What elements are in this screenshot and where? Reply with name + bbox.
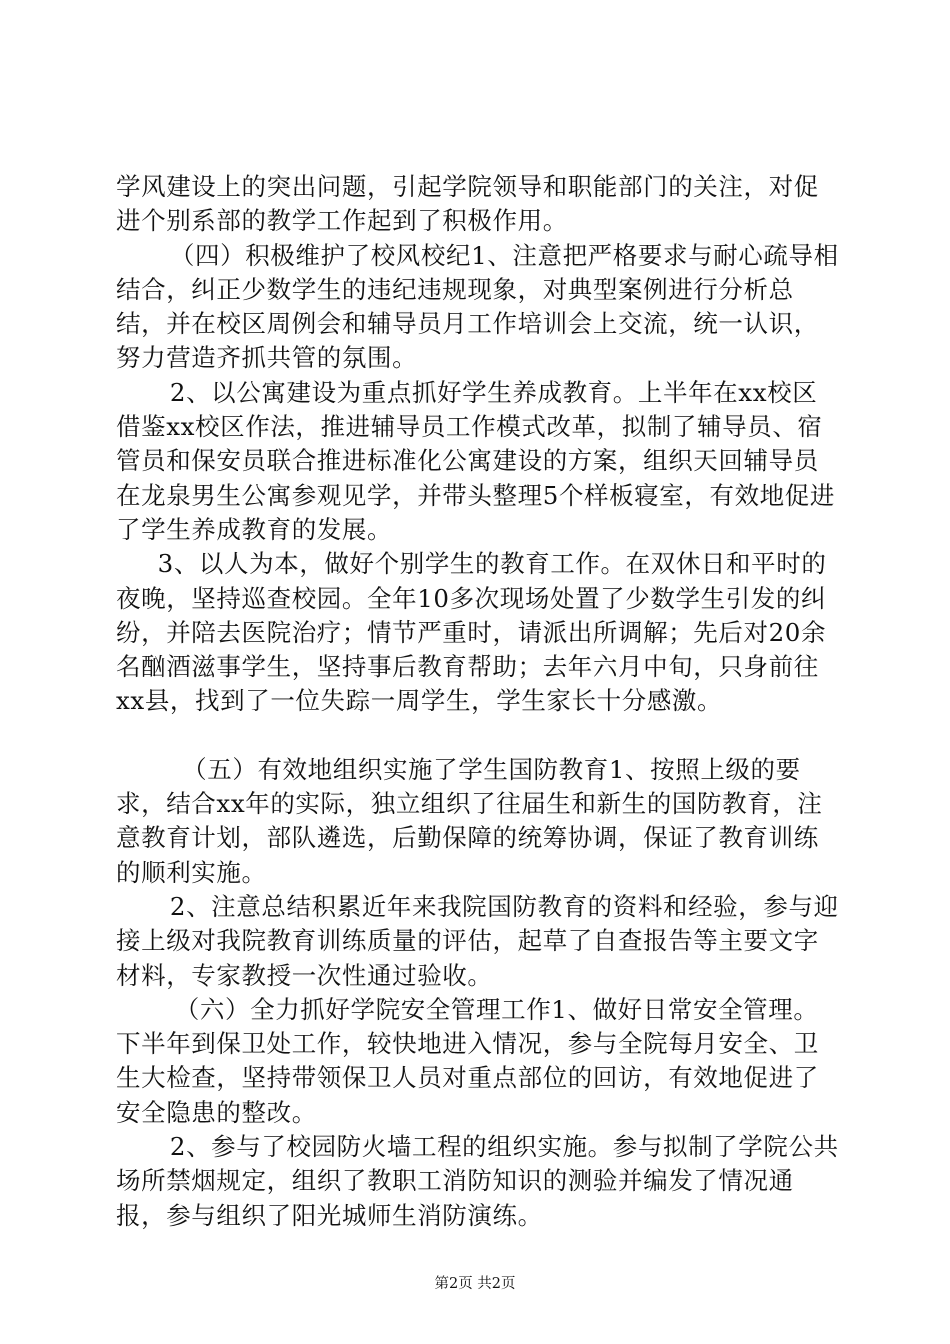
document-body (116, 170, 840, 1233)
paragraph-4: 3、以人为本，做好个别学生的教育工作。在双休日和平时的夜晚，坚持巡查校园。全年10多次现场处置了少数学生引发的纠纷，并陪去医院治疗；情节严重时，请派出所调解；先后对20余名酗酒滋事学生，坚持事后教育帮助；去年六月中旬，只身前往xx县，找到了一位失踪一周学生，学生家长十分感激。 (116, 549, 827, 716)
paragraph-8: 2、参与了校园防火墙工程的组织实施。参与拟制了学院公共场所禁烟规定，组织了教职工消防知识的测验并编发了情况通报，参与组织了阳光城师生消防演练。 (116, 1132, 839, 1230)
page-footer: 第2页 共2页 (434, 1276, 516, 1292)
paragraph-2: （四）积极维护了校风校纪1、注意把严格要求与耐心疏导相结合，纠正少数学生的违纪违规现象，对典型案例进行分析总结，并在校区周例会和辅导员月工作培训会上交流，统一认识，努力营造齐抓共管的氛围。 (116, 240, 839, 373)
paragraph-3: 2、以公寓建设为重点抓好学生养成教育。上半年在xx校区借鉴xx校区作法，推进辅导员工作模式改革，拟制了辅导员、宿管员和保安员联合推进标准化公寓建设的方案，组织天回辅导员在龙泉男生公寓参观见学，并带头整理5个样板寝室，有效地促进了学生养成教育的发展。 (116, 377, 835, 544)
paragraph-5: （五）有效地组织实施了学生国防教育1、按照上级的要求，结合xx年的实际，独立组织了往届生和新生的国防教育，注意教育计划，部队遴选，后勤保障的统筹协调，保证了教育训练的顺利实施。 (116, 754, 823, 887)
paragraph-1: 学风建设上的突出问题，引起学院领导和职能部门的关注，对促进个别系部的教学工作起到了积极作用。 (116, 172, 819, 236)
paragraph-6: 2、注意总结积累近年来我院国防教育的资料和经验，参与迎接上级对我院教育训练质量的评估，起草了自查报告等主要文字材料，专家教授一次性通过验收。 (116, 891, 839, 990)
paragraph-7: （六）全力抓好学院安全管理工作1、做好日常安全管理。下半年到保卫处工作，较快地进入情况，参与全院每月安全、卫生大检查，坚持带领保卫人员对重点部位的回访，有效地促进了安全隐患的整改。 (116, 994, 819, 1127)
